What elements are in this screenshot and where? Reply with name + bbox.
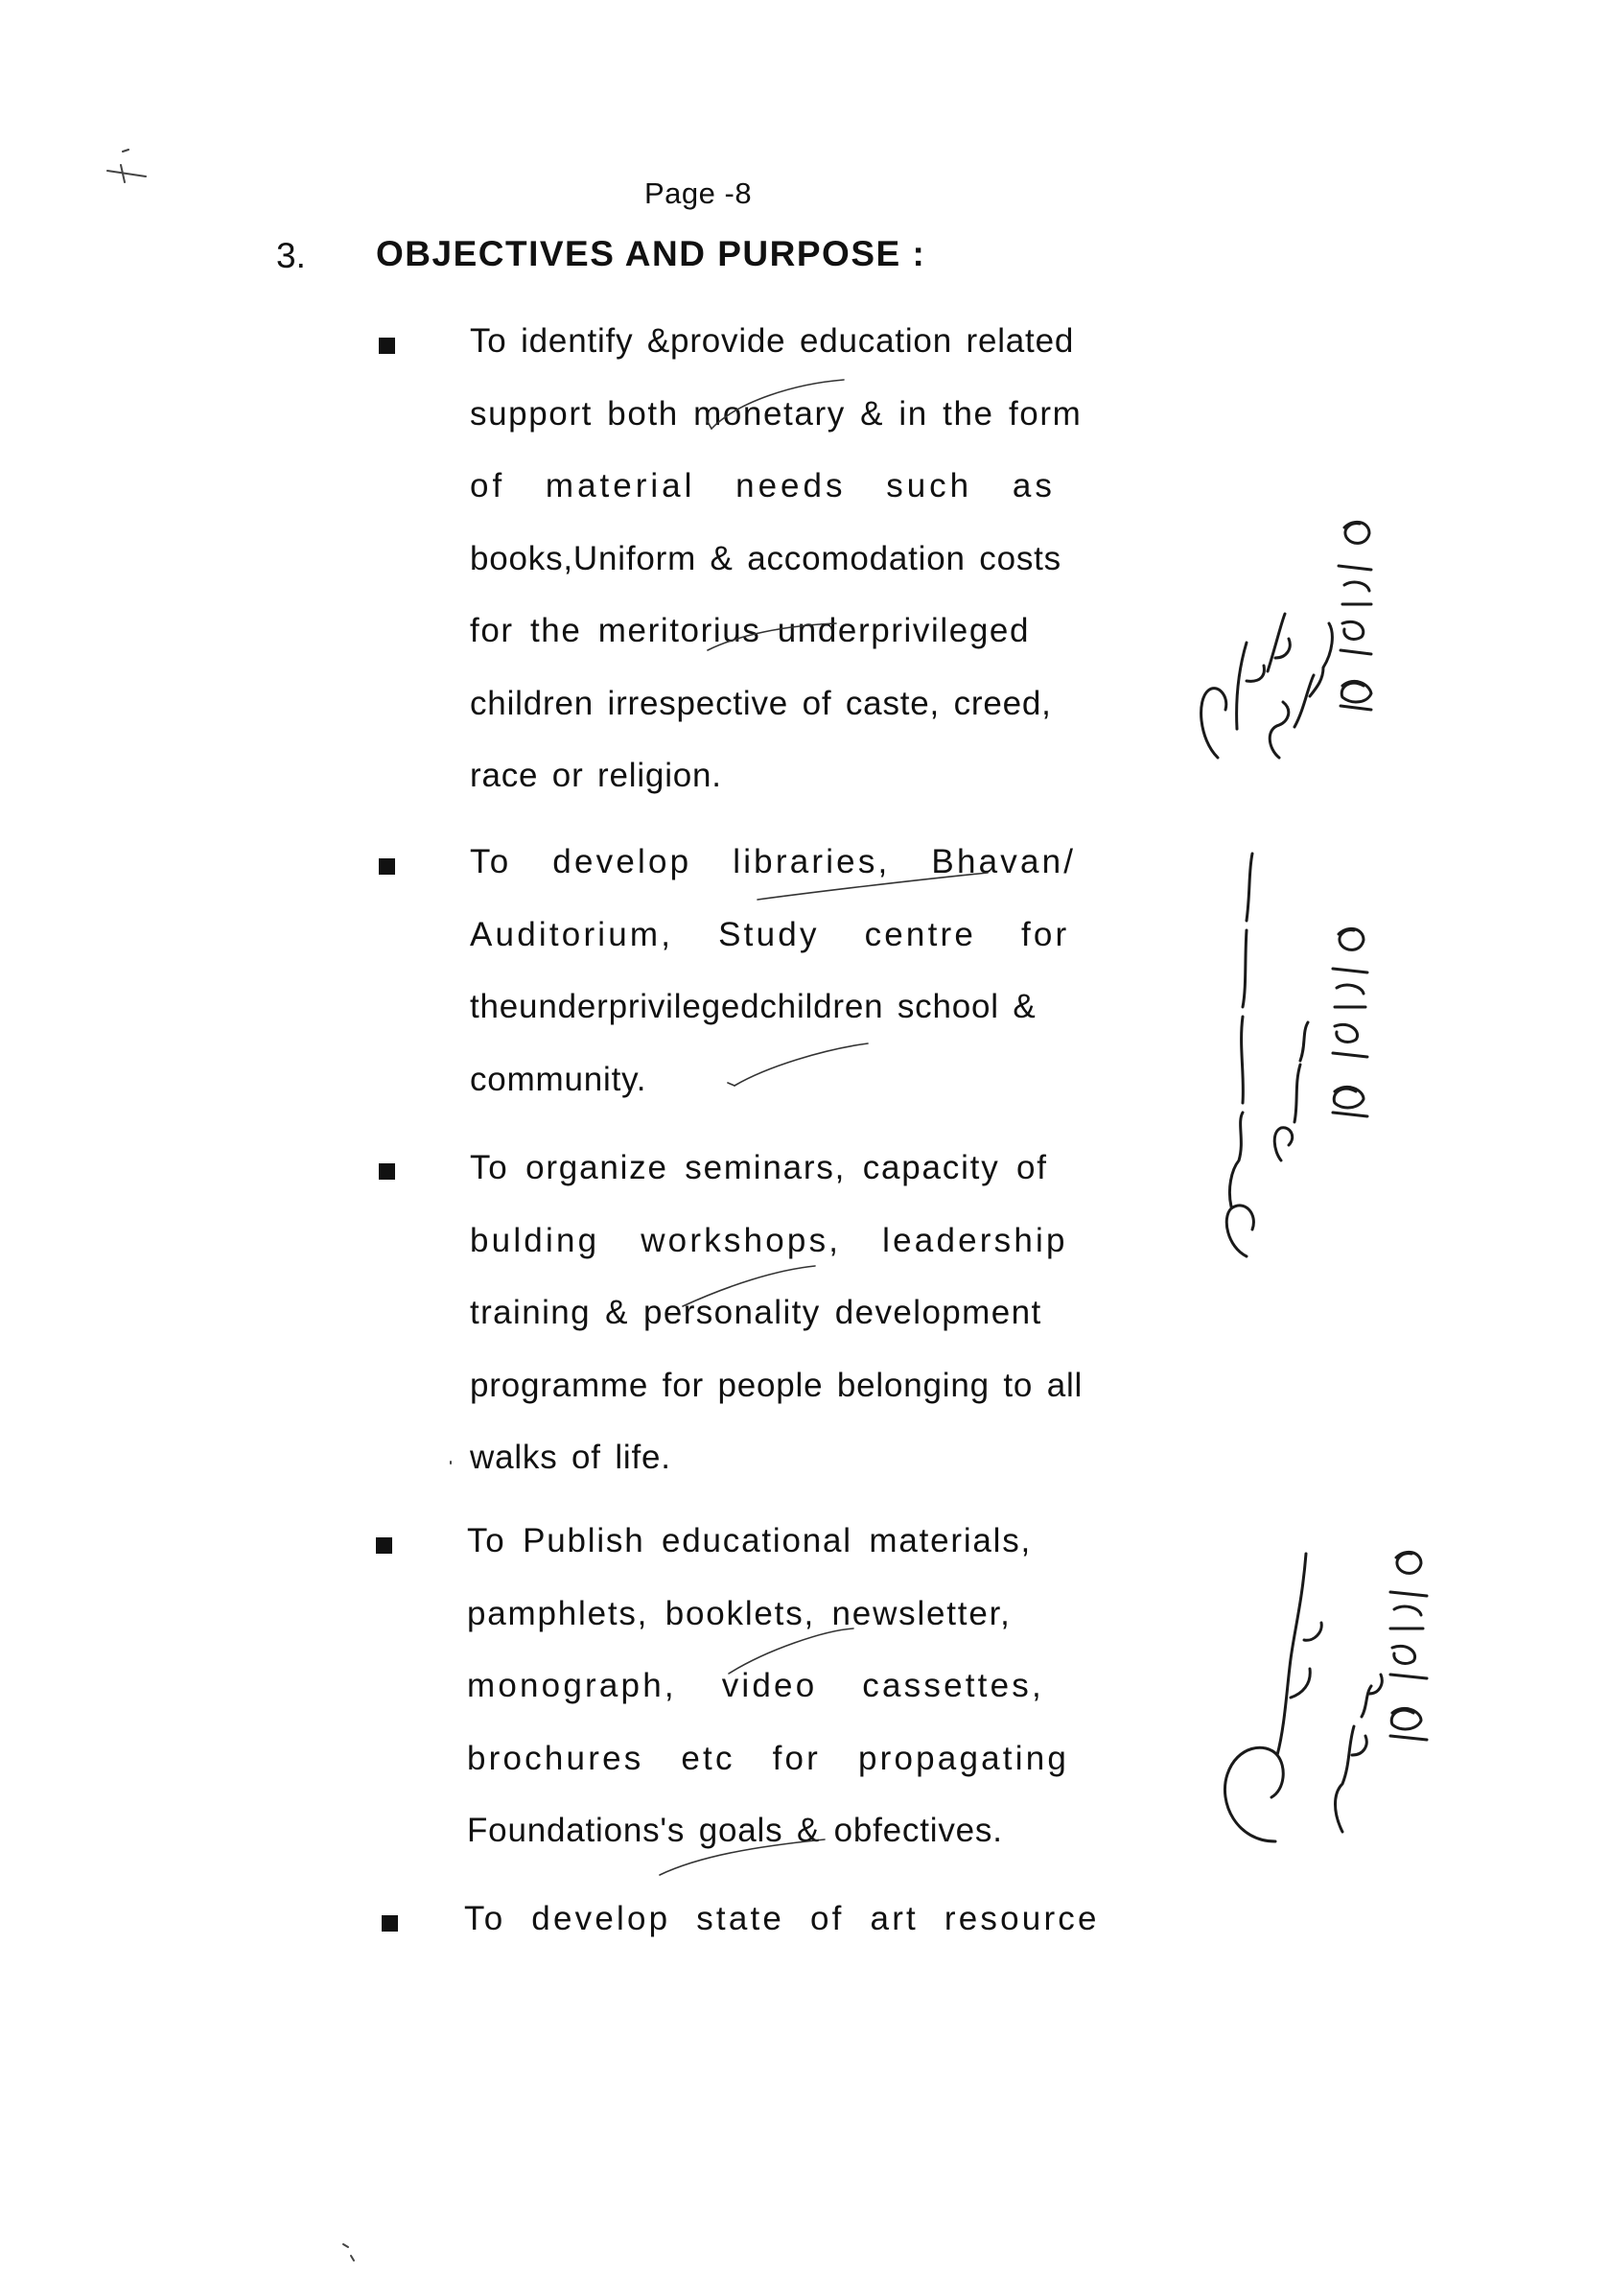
objective-3-line-5: walks of life. <box>470 1439 671 1476</box>
section-number: 3. <box>276 236 306 275</box>
objective-2-line-3: theunderprivilegedchildren school & <box>470 988 1037 1025</box>
objective-1-line-3: of material needs such as <box>470 467 1056 504</box>
objective-4-line-5: Foundations's goals & obfectives. <box>467 1812 1003 1849</box>
objective-5-line-1: To develop state of art resource <box>464 1900 1100 1937</box>
signature-treasurer <box>1199 1525 1448 1870</box>
objective-1-line-2: support both monetary & in the form <box>470 394 1083 433</box>
objective-1-line-6: children irrespective of caste, creed, <box>470 684 1052 722</box>
objective-1-line-1: To identify &provide education related <box>470 322 1075 360</box>
objective-2-line-2: Auditorium, Study centre for <box>470 915 1070 953</box>
objective-1-line-7: race or religion. <box>470 757 722 794</box>
section-title: OBJECTIVES AND PURPOSE : <box>376 234 926 273</box>
objective-3-line-3: training & personality development <box>470 1294 1042 1331</box>
objective-1-line-5: for the meritorius underprivileged <box>470 612 1031 649</box>
objective-4-line-4: brochures etc for propagating <box>467 1739 1070 1777</box>
objective-4-line-1: To Publish educational materials, <box>467 1522 1033 1559</box>
objective-2-line-1: To develop libraries, Bhavan/ <box>470 843 1077 880</box>
objective-1-line-4: books,Uniform & accomodation costs <box>470 539 1061 577</box>
signature-president <box>1189 834 1390 1285</box>
objective-2-line-4: community. <box>470 1060 647 1098</box>
objective-4-line-2: pamphlets, booklets, newsletter, <box>467 1594 1012 1632</box>
objective-4-line-3: monograph, video cassettes, <box>467 1667 1044 1704</box>
signature-secretary <box>1179 470 1381 777</box>
objective-3-line-1: To organize seminars, capacity of <box>470 1149 1048 1186</box>
objective-3-line-2: bulding workshops, leadership <box>470 1221 1068 1259</box>
page-number: Page -8 <box>644 176 753 210</box>
objective-3-line-4: programme for people belonging to all <box>470 1366 1084 1404</box>
